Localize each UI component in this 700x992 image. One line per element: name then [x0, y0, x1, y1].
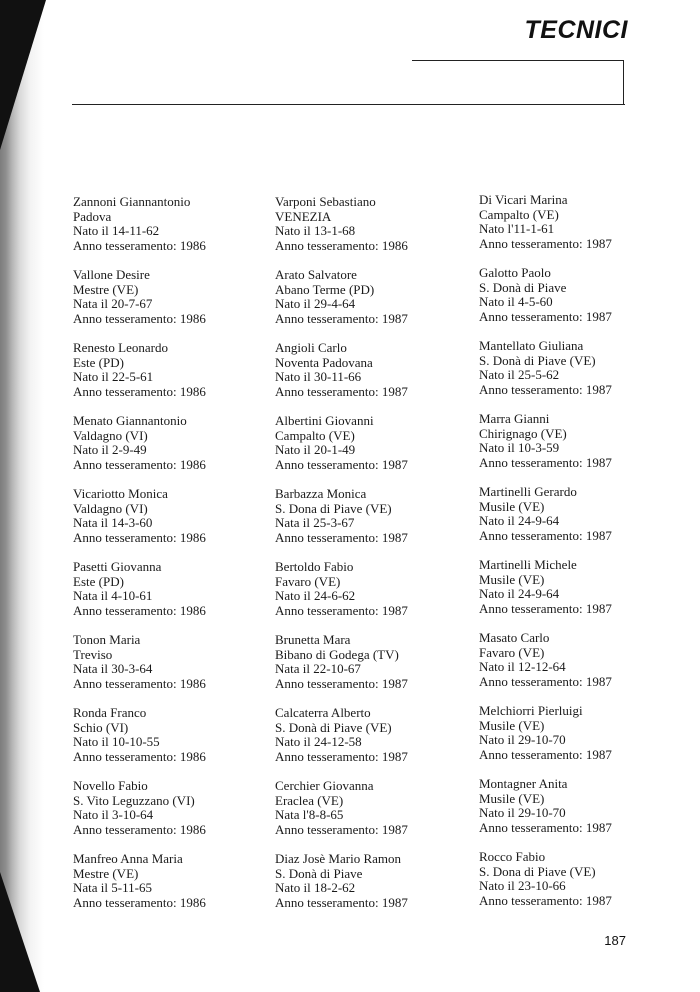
roster-entry — [73, 779, 273, 852]
entry-name: Manfreo Anna Maria — [73, 851, 183, 866]
entry-membership-year: Anno tesseramento: 1987 — [479, 673, 612, 689]
roster-entry — [275, 195, 475, 268]
entry-name: Vallone Desire — [73, 267, 150, 282]
entry-name: Ronda Franco — [73, 705, 147, 720]
roster-entry — [479, 193, 679, 266]
entry-membership-year: Anno tesseramento: 1986 — [73, 383, 206, 399]
entry-name: Bertoldo Fabio — [275, 559, 354, 574]
entry-birth-date: Nato il 30-11-66 — [275, 369, 362, 385]
roster-entry — [479, 412, 679, 485]
entry-name: Masato Carlo — [479, 630, 550, 645]
entry-place: Bibano di Godega (TV) — [275, 646, 399, 662]
entry-membership-year: Anno tesseramento: 1986 — [73, 894, 206, 910]
roster-entry — [275, 706, 475, 779]
entry-birth-date: Nato il 2-9-49 — [73, 442, 147, 458]
entry-name: Montagner Anita — [479, 776, 568, 791]
roster-entry — [73, 487, 273, 560]
entry-name: Melchiorri Pierluigi — [479, 703, 583, 718]
entry-membership-year: Anno tesseramento: 1987 — [479, 454, 612, 470]
entry-place: S. Dona di Piave (VE) — [275, 500, 392, 516]
entry-name: Cerchier Giovanna — [275, 778, 374, 793]
entry-name: Calcaterra Alberto — [275, 705, 371, 720]
roster-entry — [275, 487, 475, 560]
entry-birth-date: Nato il 24-12-58 — [275, 734, 362, 750]
entry-membership-year: Anno tesseramento: 1986 — [73, 456, 206, 472]
entry-membership-year: Anno tesseramento: 1987 — [479, 746, 612, 762]
entry-birth-date: Nato il 29-10-70 — [479, 805, 566, 821]
entry-place: Musile (VE) — [479, 790, 545, 806]
roster-entry — [275, 633, 475, 706]
entry-birth-date: Nato il 24-6-62 — [275, 588, 356, 604]
entry-membership-year: Anno tesseramento: 1987 — [479, 892, 612, 908]
entry-place: S. Donà di Piave (VE) — [275, 719, 392, 735]
entry-name: Martinelli Gerardo — [479, 484, 577, 499]
entry-birth-date: Nato il 29-10-70 — [479, 732, 566, 748]
roster-entry — [479, 631, 679, 704]
binding-edge-top — [0, 0, 46, 150]
roster-entry — [73, 560, 273, 633]
entry-birth-date: Nata il 5-11-65 — [73, 880, 152, 896]
entry-place: Musile (VE) — [479, 571, 545, 587]
entry-birth-date: Nato il 22-5-61 — [73, 369, 154, 385]
roster-entry — [275, 341, 475, 414]
entry-membership-year: Anno tesseramento: 1987 — [479, 819, 612, 835]
entry-name: Brunetta Mara — [275, 632, 351, 647]
roster-entry — [275, 268, 475, 341]
entry-name: Angioli Carlo — [275, 340, 347, 355]
entry-place: Abano Terme (PD) — [275, 281, 375, 297]
entry-name: Martinelli Michele — [479, 557, 577, 572]
entry-membership-year: Anno tesseramento: 1987 — [275, 748, 408, 764]
entry-membership-year: Anno tesseramento: 1987 — [479, 527, 612, 543]
entry-birth-date: Nato il 24-9-64 — [479, 586, 560, 602]
entry-membership-year: Anno tesseramento: 1987 — [275, 310, 408, 326]
entry-name: Tonon Maria — [73, 632, 141, 647]
entry-membership-year: Anno tesseramento: 1987 — [275, 675, 408, 691]
roster-entry — [275, 560, 475, 633]
entry-name: Albertini Giovanni — [275, 413, 374, 428]
entries-column-3 — [479, 193, 679, 923]
roster-entry — [479, 485, 679, 558]
entry-birth-date: Nato il 18-2-62 — [275, 880, 356, 896]
roster-entry — [73, 341, 273, 414]
entry-membership-year: Anno tesseramento: 1987 — [275, 456, 408, 472]
entry-place: Musile (VE) — [479, 498, 545, 514]
roster-entry — [73, 268, 273, 341]
roster-entry — [479, 558, 679, 631]
roster-entry — [479, 704, 679, 777]
entry-place: Chirignago (VE) — [479, 425, 567, 441]
entry-name: Diaz Josè Mario Ramon — [275, 851, 402, 866]
entry-place: S. Vito Leguzzano (VI) — [73, 792, 195, 808]
roster-entry — [479, 850, 679, 923]
entry-birth-date: Nato il 4-5-60 — [479, 294, 553, 310]
entry-membership-year: Anno tesseramento: 1987 — [275, 383, 408, 399]
binding-edge-bottom — [0, 872, 40, 992]
roster-entry — [275, 779, 475, 852]
entry-membership-year: Anno tesseramento: 1987 — [275, 602, 408, 618]
entry-name: Novello Fabio — [73, 778, 148, 793]
entry-place: Favaro (VE) — [479, 644, 545, 660]
entry-birth-date: Nata l'8-8-65 — [275, 807, 344, 823]
entry-name: Arato Salvatore — [275, 267, 357, 282]
entry-place: Campalto (VE) — [479, 206, 559, 222]
entry-membership-year: Anno tesseramento: 1986 — [73, 748, 206, 764]
entry-place: Padova — [73, 208, 112, 224]
entry-birth-date: Nato il 29-4-64 — [275, 296, 356, 312]
roster-entry — [479, 777, 679, 850]
entry-place: Musile (VE) — [479, 717, 545, 733]
roster-entry — [73, 852, 273, 925]
entry-birth-date: Nata il 20-7-67 — [73, 296, 153, 312]
entry-membership-year: Anno tesseramento: 1987 — [479, 600, 612, 616]
entry-name: Rocco Fabio — [479, 849, 546, 864]
entry-membership-year: Anno tesseramento: 1986 — [73, 310, 206, 326]
entry-birth-date: Nato il 3-10-64 — [73, 807, 154, 823]
roster-entry — [479, 266, 679, 339]
entry-name: Pasetti Giovanna — [73, 559, 162, 574]
entry-name: Varponi Sebastiano — [275, 194, 376, 209]
entry-place: S. Dona di Piave (VE) — [479, 863, 596, 879]
entry-name: Marra Gianni — [479, 411, 550, 426]
entry-birth-date: Nato il 13-1-68 — [275, 223, 356, 239]
page-title: TECNICI — [524, 16, 628, 44]
entry-place: S. Donà di Piave — [479, 279, 567, 295]
roster-entry — [73, 195, 273, 268]
entry-birth-date: Nata il 4-10-61 — [73, 588, 153, 604]
entry-membership-year: Anno tesseramento: 1987 — [275, 894, 408, 910]
entry-place: Mestre (VE) — [73, 865, 139, 881]
entry-name: Di Vicari Marina — [479, 192, 568, 207]
entry-membership-year: Anno tesseramento: 1987 — [479, 235, 612, 251]
entry-membership-year: Anno tesseramento: 1986 — [73, 675, 206, 691]
entry-membership-year: Anno tesseramento: 1986 — [73, 602, 206, 618]
entry-birth-date: Nata il 22-10-67 — [275, 661, 361, 677]
entry-name: Renesto Leonardo — [73, 340, 168, 355]
entry-place: S. Donà di Piave — [275, 865, 363, 881]
entries-column-1 — [73, 195, 273, 925]
entry-place: Campalto (VE) — [275, 427, 355, 443]
roster-entry — [275, 414, 475, 487]
entry-name: Vicariotto Monica — [73, 486, 168, 501]
entry-birth-date: Nato il 20-1-49 — [275, 442, 356, 458]
entry-birth-date: Nata il 30-3-64 — [73, 661, 153, 677]
entry-place: Valdagno (VI) — [73, 427, 148, 443]
roster-entry — [73, 633, 273, 706]
page-number: 187 — [604, 933, 626, 948]
entry-birth-date: Nato il 14-11-62 — [73, 223, 160, 239]
entry-name: Mantellato Giuliana — [479, 338, 584, 353]
entry-birth-date: Nato il 25-5-62 — [479, 367, 560, 383]
entry-place: Treviso — [73, 646, 113, 662]
entry-place: Schio (VI) — [73, 719, 129, 735]
header-rule — [72, 104, 625, 105]
entry-birth-date: Nata il 25-3-67 — [275, 515, 355, 531]
entry-place: Mestre (VE) — [73, 281, 139, 297]
entry-place: Noventa Padovana — [275, 354, 373, 370]
entry-membership-year: Anno tesseramento: 1986 — [73, 237, 206, 253]
roster-entry — [479, 339, 679, 412]
entry-birth-date: Nata il 14-3-60 — [73, 515, 153, 531]
entry-birth-date: Nato il 23-10-66 — [479, 878, 566, 894]
entry-name: Barbazza Monica — [275, 486, 367, 501]
roster-entry — [275, 852, 475, 925]
entry-place: S. Donà di Piave (VE) — [479, 352, 596, 368]
entry-place: Este (PD) — [73, 354, 124, 370]
entry-membership-year: Anno tesseramento: 1986 — [73, 821, 206, 837]
roster-entry — [73, 706, 273, 779]
entry-birth-date: Nato il 24-9-64 — [479, 513, 560, 529]
entry-place: Eraclea (VE) — [275, 792, 344, 808]
entry-membership-year: Anno tesseramento: 1987 — [275, 529, 408, 545]
header-rule-box — [412, 60, 624, 104]
entry-membership-year: Anno tesseramento: 1986 — [73, 529, 206, 545]
entry-name: Galotto Paolo — [479, 265, 551, 280]
entry-place: VENEZIA — [275, 208, 332, 224]
entries-column-2 — [275, 195, 475, 925]
entry-place: Favaro (VE) — [275, 573, 341, 589]
entry-membership-year: Anno tesseramento: 1987 — [275, 821, 408, 837]
entry-place: Este (PD) — [73, 573, 124, 589]
entry-birth-date: Nato il 10-3-59 — [479, 440, 560, 456]
entry-membership-year: Anno tesseramento: 1987 — [479, 381, 612, 397]
entry-birth-date: Nato il 10-10-55 — [73, 734, 160, 750]
entry-place: Valdagno (VI) — [73, 500, 148, 516]
entry-birth-date: Nato il 12-12-64 — [479, 659, 566, 675]
entry-name: Zannoni Giannantonio — [73, 194, 191, 209]
entry-membership-year: Anno tesseramento: 1987 — [479, 308, 612, 324]
roster-entry — [73, 414, 273, 487]
entry-membership-year: Anno tesseramento: 1986 — [275, 237, 408, 253]
entry-birth-date: Nato l'11-1-61 — [479, 221, 555, 237]
entry-name: Menato Giannantonio — [73, 413, 187, 428]
